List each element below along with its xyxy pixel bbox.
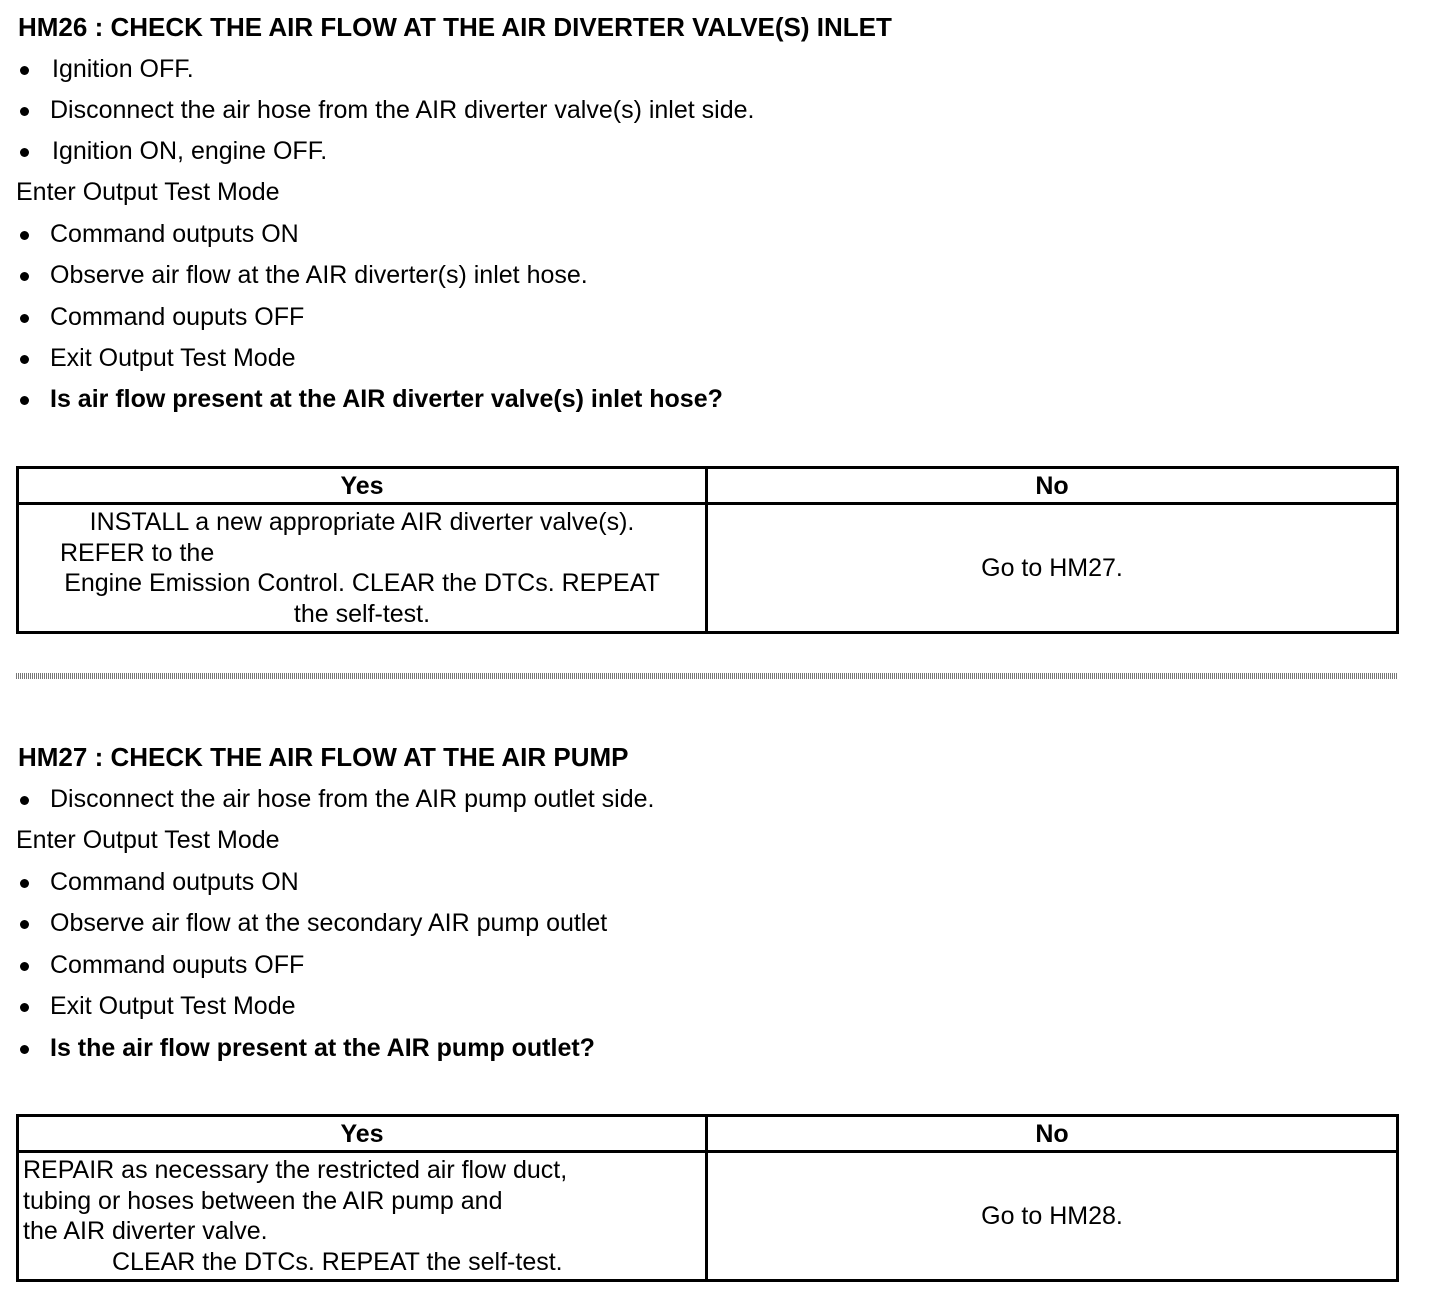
bullet-icon xyxy=(20,1003,29,1012)
step-text: Observe air flow at the secondary AIR pump outlet xyxy=(50,909,608,937)
step-text: Command ouputs OFF xyxy=(50,303,305,331)
yes-line: REPAIR as necessary the restricted air flow duct, xyxy=(23,1156,568,1184)
no-cell xyxy=(707,1152,1398,1281)
no-text: Go to HM27. xyxy=(981,553,1123,582)
yes-line: tubing or hoses between the AIR pump and xyxy=(23,1186,503,1215)
bullet-icon xyxy=(20,355,29,364)
yes-line: REFER to the xyxy=(60,538,215,567)
step-text: Observe air flow at the AIR diverter(s) inlet hose. xyxy=(50,261,588,289)
section-title-hm26: HM26 : CHECK THE AIR FLOW AT THE AIR DIVERTER VALVE(S) INLET xyxy=(18,12,892,42)
yes-cell xyxy=(18,504,707,633)
yes-line: the self-test. xyxy=(293,599,431,628)
bullet-icon xyxy=(20,314,29,323)
section-title-hm27: HM27 : CHECK THE AIR FLOW AT THE AIR PUMP xyxy=(18,742,629,772)
decision-table-hm27 xyxy=(16,1114,1399,1282)
yes-line: CLEAR the DTCs. REPEAT the self-test. xyxy=(112,1247,563,1276)
step-text: Command outputs ON xyxy=(50,868,299,896)
bullet-icon xyxy=(20,66,29,75)
step-text: Exit Output Test Mode xyxy=(50,992,296,1020)
bullet-icon xyxy=(20,920,29,929)
yes-cell xyxy=(18,1152,707,1281)
step-text: Command outputs ON xyxy=(50,220,299,248)
mode-heading: Enter Output Test Mode xyxy=(16,178,280,206)
no-text: Go to HM28. xyxy=(981,1201,1123,1230)
question-text: Is air flow present at the AIR diverter valve(s) inlet hose? xyxy=(50,385,723,413)
bullet-icon xyxy=(20,796,29,805)
yes-header: Yes xyxy=(18,468,707,504)
bullet-icon xyxy=(20,1045,29,1054)
question-text: Is the air flow present at the AIR pump outlet? xyxy=(50,1034,595,1062)
mode-heading: Enter Output Test Mode xyxy=(16,826,280,854)
decision-table-hm26 xyxy=(16,466,1399,634)
bullet-icon xyxy=(20,272,29,281)
step-text: Ignition ON, engine OFF. xyxy=(52,137,328,165)
step-text: Disconnect the air hose from the AIR diverter valve(s) inlet side. xyxy=(50,96,755,124)
bullet-icon xyxy=(20,962,29,971)
bullet-icon xyxy=(20,396,29,405)
no-cell xyxy=(707,504,1398,633)
step-text: Exit Output Test Mode xyxy=(50,344,296,372)
step-text: Ignition OFF. xyxy=(52,55,194,83)
bullet-icon xyxy=(20,879,29,888)
step-text: Disconnect the air hose from the AIR pump outlet side. xyxy=(50,785,655,813)
bullet-icon xyxy=(20,231,29,240)
bullet-icon xyxy=(20,107,29,116)
section-divider xyxy=(16,673,1398,679)
yes-line: Engine Emission Control. CLEAR the DTCs. REPEAT xyxy=(64,569,660,597)
yes-header: Yes xyxy=(18,1116,707,1152)
bullet-icon xyxy=(20,148,29,157)
no-header: No xyxy=(707,468,1398,504)
no-header: No xyxy=(707,1116,1398,1152)
yes-line: the AIR diverter valve. xyxy=(23,1217,268,1245)
step-text: Command ouputs OFF xyxy=(50,951,305,979)
yes-line: INSTALL a new appropriate AIR diverter valve(s). xyxy=(89,508,635,536)
